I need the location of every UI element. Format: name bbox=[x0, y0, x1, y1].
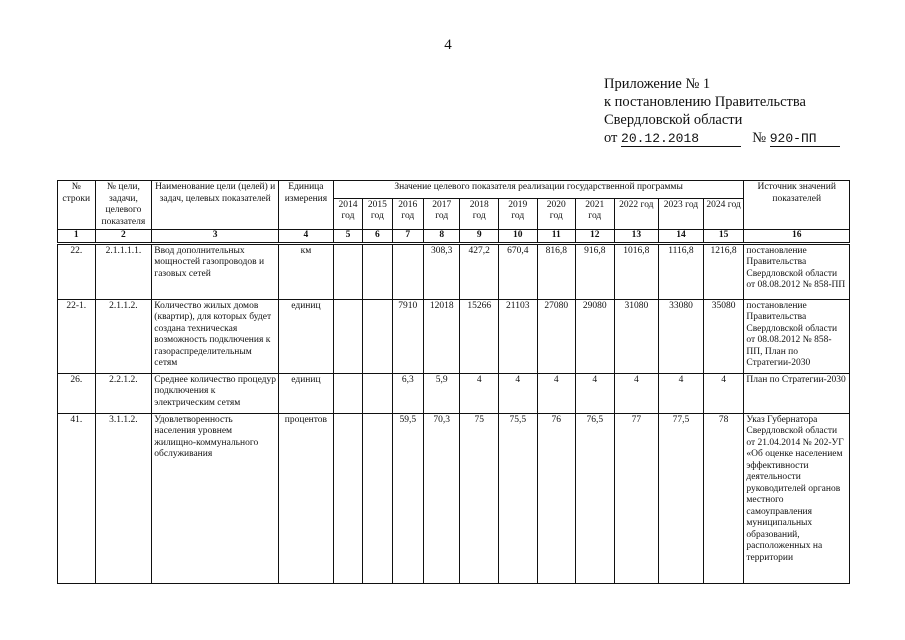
value-cell: 33080 bbox=[659, 299, 704, 373]
goal-number-cell: 2.2.1.2. bbox=[95, 373, 152, 413]
column-number: 12 bbox=[576, 230, 615, 244]
value-cell: 12018 bbox=[423, 299, 460, 373]
header-year: 2019 год bbox=[499, 198, 538, 229]
unit-cell: процентов bbox=[279, 413, 334, 583]
decree-number: 920-ПП bbox=[770, 131, 840, 147]
source-cell: План по Стратегии-2030 bbox=[744, 373, 850, 413]
value-cell: 75 bbox=[460, 413, 499, 583]
table-row bbox=[58, 299, 850, 373]
header-name: Наименование цели (целей) и задач, целевых показателей bbox=[152, 181, 279, 230]
column-number: 7 bbox=[392, 230, 423, 244]
value-cell: 77,5 bbox=[659, 413, 704, 583]
header-row-number: № строки bbox=[58, 181, 96, 230]
column-number: 11 bbox=[537, 230, 576, 244]
value-cell: 4 bbox=[703, 373, 744, 413]
value-cell bbox=[333, 413, 362, 583]
page-number: 4 bbox=[444, 37, 452, 53]
value-cell: 21103 bbox=[499, 299, 538, 373]
column-number: 1 bbox=[58, 230, 96, 244]
value-cell: 75,5 bbox=[499, 413, 538, 583]
table-row bbox=[58, 243, 850, 299]
column-number: 9 bbox=[460, 230, 499, 244]
source-cell: постановление Правительства Свердловской области от 08.08.2012 № 858-ПП, План по Стратегии-2030 bbox=[744, 299, 850, 373]
name-cell: Среднее количество процедур подключения к электрическим сетям bbox=[152, 373, 279, 413]
column-number: 13 bbox=[614, 230, 659, 244]
value-cell: 5,9 bbox=[423, 373, 460, 413]
value-cell bbox=[363, 373, 392, 413]
value-cell: 916,8 bbox=[576, 243, 615, 299]
goal-number-cell: 2.1.1.2. bbox=[95, 299, 152, 373]
value-cell: 29080 bbox=[576, 299, 615, 373]
value-cell bbox=[363, 299, 392, 373]
name-cell: Удовлетворенность населения уровнем жилищно-коммунального обслуживания bbox=[152, 413, 279, 583]
column-number: 14 bbox=[659, 230, 704, 244]
value-cell: 77 bbox=[614, 413, 659, 583]
value-cell: 4 bbox=[659, 373, 704, 413]
value-cell: 7910 bbox=[392, 299, 423, 373]
value-cell: 59,5 bbox=[392, 413, 423, 583]
value-cell: 4 bbox=[614, 373, 659, 413]
column-number: 16 bbox=[744, 230, 850, 244]
value-cell bbox=[333, 299, 362, 373]
value-cell: 1216,8 bbox=[703, 243, 744, 299]
row-number-cell: 26. bbox=[58, 373, 96, 413]
column-number: 2 bbox=[95, 230, 152, 244]
column-number: 3 bbox=[152, 230, 279, 244]
value-cell: 78 bbox=[703, 413, 744, 583]
value-cell: 35080 bbox=[703, 299, 744, 373]
value-cell: 6,3 bbox=[392, 373, 423, 413]
value-cell: 70,3 bbox=[423, 413, 460, 583]
header-year: 2020 год bbox=[537, 198, 576, 229]
value-cell bbox=[333, 243, 362, 299]
source-cell: Указ Губернатора Свердловской области от 21.04.2014 № 202-УГ «Об оценке населением эффективности деятельности руководителей органов местного самоуправления муниципальных образований, расположенных на территории bbox=[744, 413, 850, 583]
header-year: 2015 год bbox=[363, 198, 392, 229]
unit-cell: единиц bbox=[279, 299, 334, 373]
appendix-title: Приложение № 1 bbox=[604, 76, 711, 92]
column-number: 8 bbox=[423, 230, 460, 244]
value-cell: 27080 bbox=[537, 299, 576, 373]
value-cell: 4 bbox=[499, 373, 538, 413]
goal-number-cell: 2.1.1.1.1. bbox=[95, 243, 152, 299]
value-cell: 816,8 bbox=[537, 243, 576, 299]
appendix-decree-line: к постановлению Правительства bbox=[604, 94, 806, 110]
value-cell: 15266 bbox=[460, 299, 499, 373]
column-numbers-row bbox=[58, 230, 850, 244]
source-cell: постановление Правительства Свердловской области от 08.08.2012 № 858-ПП bbox=[744, 243, 850, 299]
column-number: 10 bbox=[499, 230, 538, 244]
column-number: 6 bbox=[363, 230, 392, 244]
header-year: 2018 год bbox=[460, 198, 499, 229]
header-year: 2023 год bbox=[659, 198, 704, 229]
value-cell: 4 bbox=[576, 373, 615, 413]
header-goal-number: № цели, задачи, целевого показателя bbox=[95, 181, 152, 230]
row-number-cell: 41. bbox=[58, 413, 96, 583]
appendix-region-line: Свердловской области bbox=[604, 112, 743, 128]
table-row bbox=[58, 373, 850, 413]
column-number: 5 bbox=[333, 230, 362, 244]
unit-cell: единиц bbox=[279, 373, 334, 413]
value-cell: 4 bbox=[537, 373, 576, 413]
unit-cell: км bbox=[279, 243, 334, 299]
value-cell: 76,5 bbox=[576, 413, 615, 583]
header-year: 2022 год bbox=[614, 198, 659, 229]
indicators-table bbox=[57, 180, 850, 584]
value-cell bbox=[333, 373, 362, 413]
value-cell: 76 bbox=[537, 413, 576, 583]
column-number: 15 bbox=[703, 230, 744, 244]
column-number: 4 bbox=[279, 230, 334, 244]
value-cell bbox=[392, 243, 423, 299]
value-cell: 1116,8 bbox=[659, 243, 704, 299]
appendix-header bbox=[604, 75, 894, 147]
header-source: Источник значений показателей bbox=[744, 181, 850, 230]
header-year: 2021 год bbox=[576, 198, 615, 229]
date-prefix: от bbox=[604, 130, 618, 146]
value-cell: 1016,8 bbox=[614, 243, 659, 299]
name-cell: Ввод дополнительных мощностей газопроводов и газовых сетей bbox=[152, 243, 279, 299]
goal-number-cell: 3.1.1.2. bbox=[95, 413, 152, 583]
value-cell: 31080 bbox=[614, 299, 659, 373]
header-year: 2014 год bbox=[333, 198, 362, 229]
header-year: 2024 год bbox=[703, 198, 744, 229]
header-year: 2016 год bbox=[392, 198, 423, 229]
decree-date: 20.12.2018 bbox=[621, 131, 741, 147]
value-cell bbox=[363, 413, 392, 583]
row-number-cell: 22. bbox=[58, 243, 96, 299]
header-year: 2017 год bbox=[423, 198, 460, 229]
table-row bbox=[58, 413, 850, 583]
header-values-group: Значение целевого показателя реализации государственной программы bbox=[333, 181, 744, 199]
appendix-date-line bbox=[604, 129, 894, 147]
row-number-cell: 22-1. bbox=[58, 299, 96, 373]
value-cell: 4 bbox=[460, 373, 499, 413]
name-cell: Количество жилых домов (квартир), для которых будет создана техническая возможность подключения к газораспределительным сетям bbox=[152, 299, 279, 373]
number-prefix: № bbox=[752, 130, 767, 146]
header-unit: Единица измерения bbox=[279, 181, 334, 230]
value-cell: 670,4 bbox=[499, 243, 538, 299]
value-cell: 308,3 bbox=[423, 243, 460, 299]
value-cell: 427,2 bbox=[460, 243, 499, 299]
value-cell bbox=[363, 243, 392, 299]
